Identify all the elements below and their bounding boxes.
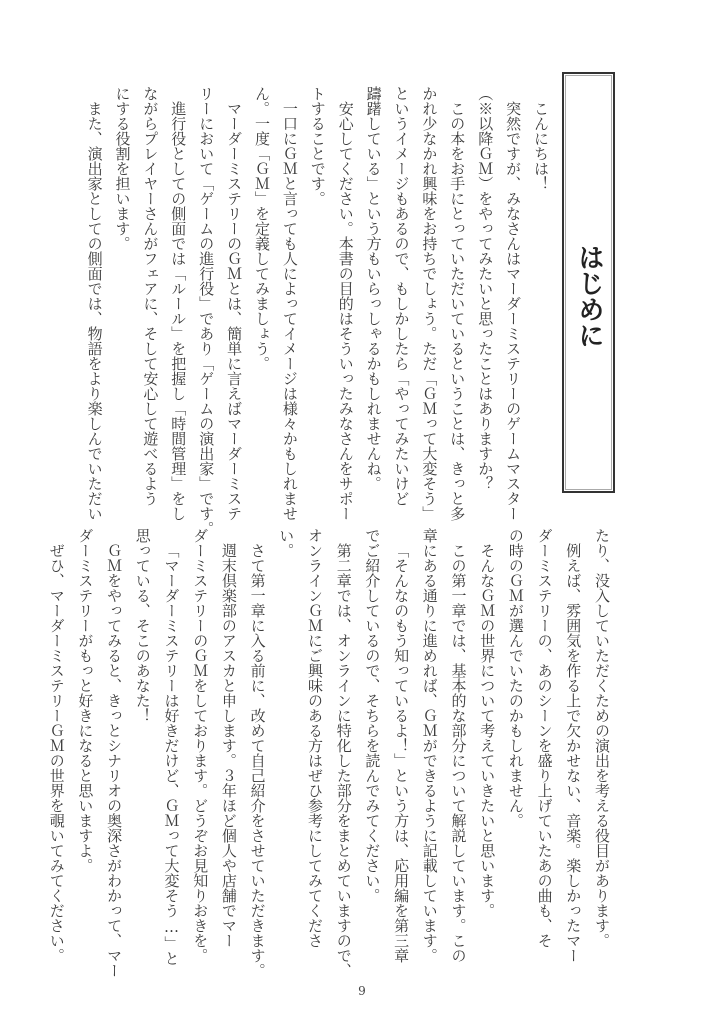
text-line: マーダーミステリーのＧＭとは、簡単に言えばマーダーミステ bbox=[225, 101, 244, 521]
text-line: たり、没入していただくための演出を考える役目があります。 bbox=[593, 528, 611, 948]
text-line: そんなＧＭの世界について考えていきたいと思います。 bbox=[478, 543, 497, 918]
text-line: 進行役としての側面では「ルール」を把握し「時間管理」をし bbox=[169, 101, 188, 521]
text-line: というイメージもあるので、もしかしたら「やってみたいけど bbox=[392, 86, 411, 506]
text-line: ＧＭをやってみると、きっとシナリオの奥深さがわかって、マー bbox=[105, 543, 124, 978]
text-line: ぜひ、マーダーミステリーＧＭの世界を覗いてみてください。 bbox=[47, 543, 66, 963]
text-line: 思っている、そこのあなた！ bbox=[133, 528, 152, 723]
text-line: 「マーダーミステリーは好きだけど、ＧＭって大変そう…」と bbox=[162, 543, 181, 966]
text-line: 突然ですが、みなさんはマーダーミステリーのゲームマスター bbox=[504, 101, 523, 521]
text-line: の時のＧＭが選んでいたのかもしれません。 bbox=[506, 528, 525, 828]
text-line: ながらプレイヤーさんがフェアに、そして安心して遊べるよう bbox=[141, 86, 160, 506]
text-line: さて第一章に入る前に、改めて自己紹介をさせていただきます。 bbox=[248, 543, 267, 978]
text-line: 第二章では、オンラインに特化した部分をまとめていますので、 bbox=[334, 543, 353, 978]
page-number: 9 bbox=[358, 984, 366, 998]
text-line: ん。一度「ＧＭ」を定義してみましょう。 bbox=[253, 86, 271, 371]
text-line: 一口にＧＭと言っても人によってイメージは様々かもしれませ bbox=[280, 101, 299, 521]
text-line: でご紹介しているので、そちらを読んでみてください。 bbox=[363, 528, 382, 903]
text-line: 安心してください。本書の目的はそういったみなさんをサポー bbox=[336, 101, 355, 521]
text-line: かれ少なかれ興味をお持ちでしょう。ただ「ＧＭって大変そう」 bbox=[420, 86, 439, 521]
text-line: こんにちは！ bbox=[532, 101, 550, 191]
text-line: この本をお手にとっていただいているということは、きっと多 bbox=[448, 101, 467, 521]
text-line: また、演出家としての側面では、物語をより楽しんでいただい bbox=[85, 101, 104, 521]
text-line: この第一章では、基本的な部分について解説しています。この bbox=[449, 543, 468, 963]
chapter-title: はじめに bbox=[574, 244, 604, 348]
text-line: 「そんなのもう知っているよ！」という方は、応用編を第三章 bbox=[392, 543, 411, 963]
text-line: い。 bbox=[277, 528, 296, 558]
text-line: 例えば、雰囲気を作る上で欠かせない、音楽。楽しかったマー bbox=[564, 543, 583, 963]
text-line: にする役割を担います。 bbox=[113, 86, 132, 251]
text-line: （※以降ＧＭ）をやってみたいと思ったことはありますか？ bbox=[476, 86, 495, 491]
text-line: オンラインＧＭにご興味のある方はぜひ参考にしてみてくださ bbox=[306, 528, 324, 948]
text-line: リーにおいて「ゲームの進行役」であり「ゲームの演出家」です。 bbox=[197, 86, 216, 536]
text-line: ダーミステリーがもっと好きになると思いますよ。 bbox=[76, 528, 95, 873]
text-line: トすることです。 bbox=[308, 86, 327, 206]
text-line: 躊躇している」という方もいらっしゃるかもしれませんね。 bbox=[364, 86, 383, 491]
text-line: ダーミステリーのＧＭをしております。どうぞお見知りおきを。 bbox=[191, 528, 210, 963]
chapter-title-box bbox=[562, 72, 615, 493]
text-line: ダーミステリーの、あのシーンを盛り上げていたあの曲も、そ bbox=[535, 528, 554, 948]
text-line: 章にある通りに進めれば、ＧＭができるように記載しています。 bbox=[420, 528, 439, 963]
text-line: 週末倶楽部のアスカと申します。３年ほど個人や店舗でマー bbox=[219, 543, 238, 948]
